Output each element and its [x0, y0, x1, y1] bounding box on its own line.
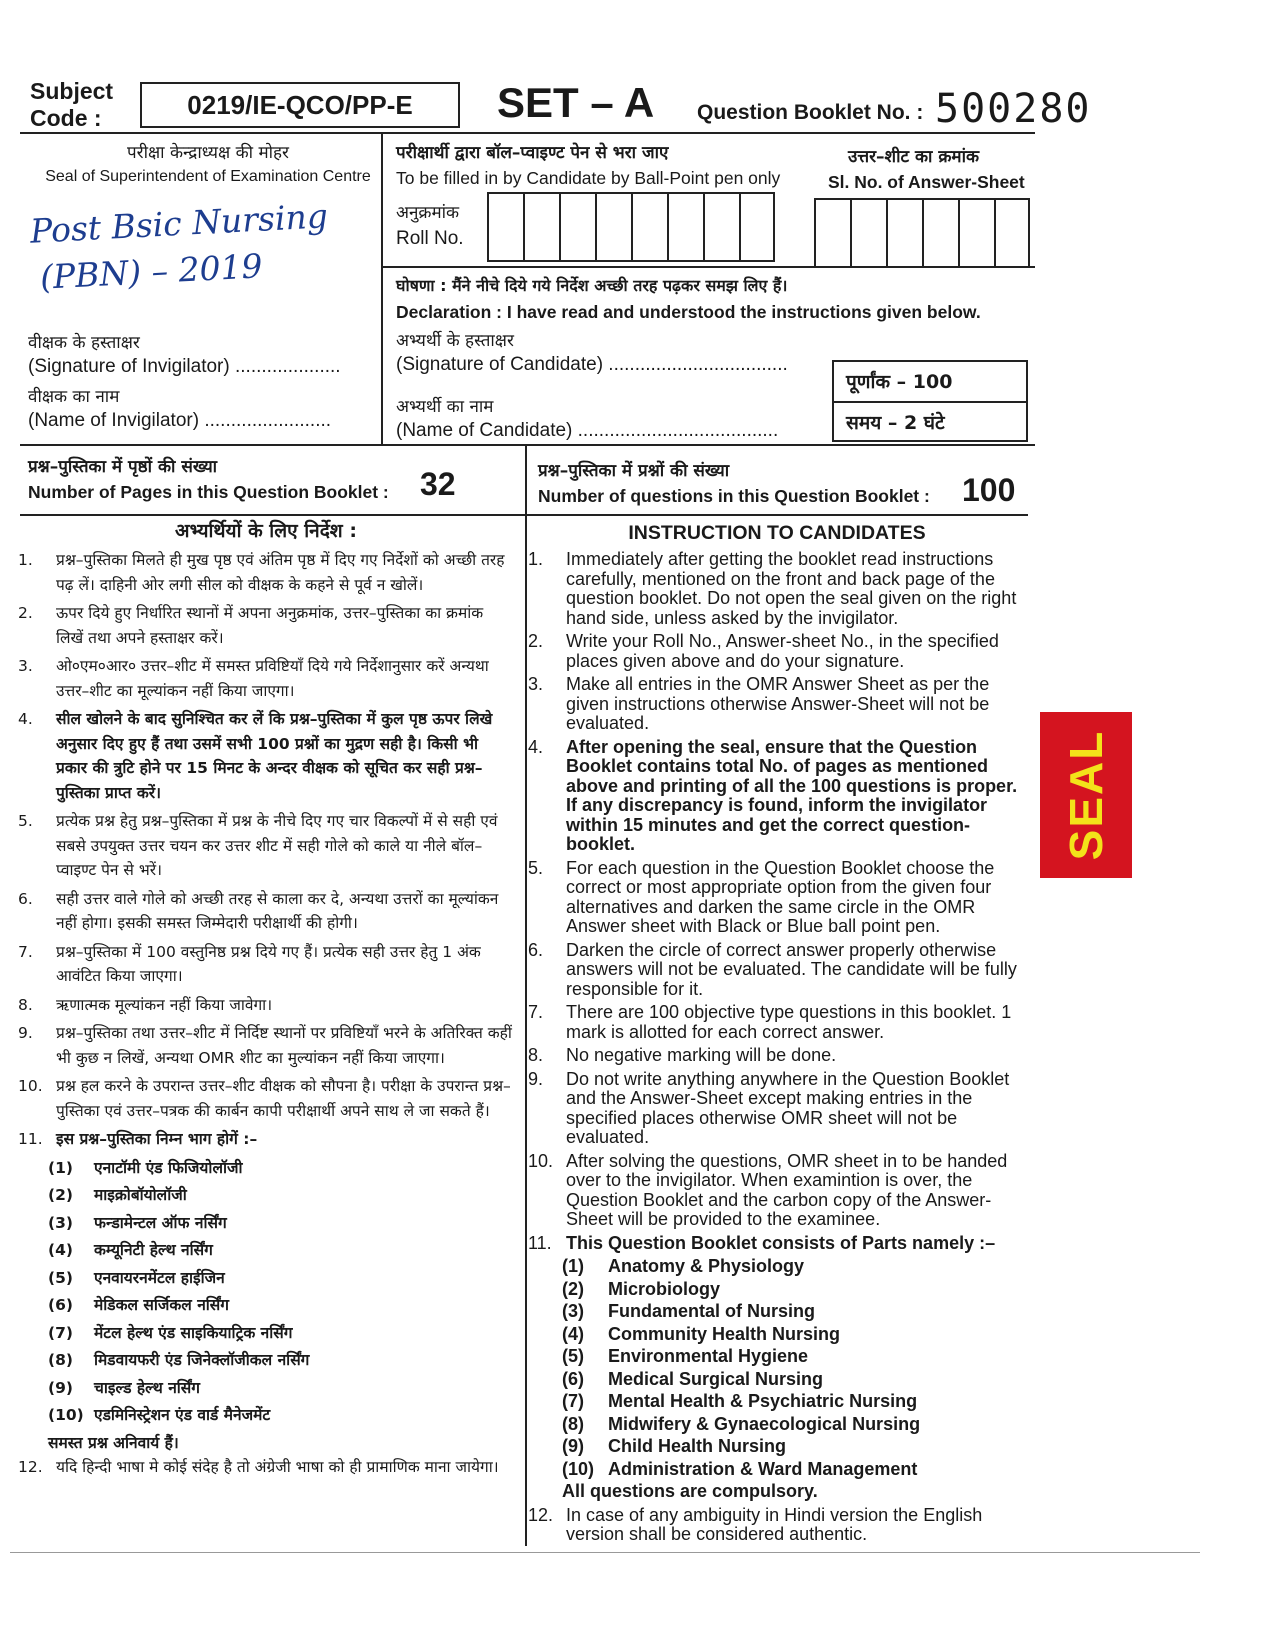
roll-no-boxes[interactable]	[487, 192, 775, 262]
hindi-instruction-12: 12. यदि हिन्दी भाषा मे कोई संदेह है तो अंग्रेजी भाषा को ही प्रामाणिक माना जायेगा।	[18, 1458, 499, 1476]
english-instruction-7: 7. There are 100 objective type questions in this booklet. 1 mark is allotted for each correct answer.	[528, 1002, 1012, 1042]
hindi-part-1: (1) एनाटॉमी एंड फिजियोलॉजी	[48, 1158, 243, 1177]
english-instruction-2: 2. Write your Roll No., Answer-sheet No., in the specified places given above and do your signature.	[528, 631, 999, 671]
hindi-part-2: (2) माइक्रोबॉयोलॉजी	[48, 1186, 187, 1204]
seal-sticker[interactable]: SEAL	[1040, 712, 1132, 878]
english-part-8: (8) Midwifery & Gynaecological Nursing	[562, 1413, 921, 1434]
english-instruction-3: 3. Make all entries in the OMR Answer Sheet as per the given instructions otherwise Answer-Sheet will not be evaluated.	[528, 674, 990, 733]
answer-sheet-hindi: उत्तर–शीट का क्रमांक	[848, 147, 980, 167]
roll-no-hindi: अनुक्रमांक	[396, 203, 460, 223]
hindi-compulsory: समस्त प्रश्न अनिवार्य हैं।	[48, 1433, 179, 1452]
hindi-instruction-9: 9. प्रश्न–पुस्तिका तथा उत्तर–शीट में निर्दिष्ट स्थानों पर प्रविष्टियाँ भरने के अतिरिक्त कहीं भी कुछ न लिखें, अन्यथा OMR शीट का मुल्यांकन नहीं किया जाएगा।	[18, 1024, 512, 1067]
set-label: SET – A	[497, 79, 655, 126]
answer-sheet-boxes[interactable]	[814, 198, 1030, 268]
time-allowed: समय – 2 घंटे	[846, 412, 945, 434]
hindi-instruction-7: 7. प्रश्न–पुस्तिका में 100 वस्तुनिष्ठ प्रश्न दिये गए हैं। प्रत्येक सही उत्तर हेतु 1 अंक आवंटित किया जाएगा।	[18, 942, 481, 985]
hindi-instructions	[18, 516, 514, 1484]
hindi-instructions-heading: अभ्यर्थियों के लिए निर्देश :	[175, 520, 357, 542]
roll-no-label: Roll No.	[396, 228, 464, 249]
english-part-4: (4) Community Health Nursing	[562, 1323, 841, 1344]
english-part-2: (2) Microbiology	[562, 1278, 720, 1299]
handwritten-course: Post Bsic Nursing	[29, 196, 329, 251]
hindi-instruction-11: 11. इस प्रश्न–पुस्तिका निम्न भाग होगें :–	[18, 1130, 258, 1148]
candidate-name-field[interactable]: (Name of Candidate) ......................................	[396, 420, 779, 441]
declaration-hindi: घोषणा : मैंने नीचे दिये गये निर्देश अच्छी तरह पढ़कर समझ लिए हैं।	[396, 276, 788, 295]
marks-time-box	[832, 360, 1028, 442]
english-instruction-4: 4. After opening the seal, ensure that the Question Booklet contains total No. of pages as mentioned above and printing of all the 100 questions is proper. If any discrepancy is found, inform the invigilator within 15 minutes and get the correct question-booklet.	[528, 736, 1018, 854]
english-instruction-8: 8. No negative marking will be done.	[528, 1045, 837, 1065]
english-instructions-heading: INSTRUCTION TO CANDIDATES	[628, 522, 926, 544]
hindi-part-5: (5) एनवायरनमेंटल हाईजिन	[48, 1268, 225, 1287]
booklet-number: 500280	[935, 86, 1092, 132]
pages-count-hindi: प्रश्न–पुस्तिका में पृष्ठों की संख्या	[28, 457, 218, 477]
english-instruction-12: 12. In case of any ambiguity in Hindi version the English version shall be considered authentic.	[528, 1504, 983, 1544]
english-part-10: (10) Administration & Ward Management	[562, 1458, 918, 1479]
hindi-instruction-8: 8. ऋणात्मक मूल्यांकन नहीं किया जावेगा।	[18, 995, 273, 1014]
english-instruction-9: 9. Do not write anything anywhere in the Question Booklet and the Answer-Sheet except making entries in the specified places otherwise OMR sheet will not be evaluated.	[528, 1068, 1010, 1147]
invigilator-name-hindi: वीक्षक का नाम	[28, 387, 120, 407]
hindi-part-6: (6) मेडिकल सर्जिकल नर्सिंग	[48, 1296, 230, 1314]
english-part-5: (5) Environmental Hygiene	[562, 1346, 809, 1366]
english-part-3: (3) Fundamental of Nursing	[562, 1301, 815, 1321]
answer-sheet-label: Sl. No. of Answer-Sheet	[828, 172, 1025, 192]
booklet-number-label: Question Booklet No. :	[697, 101, 924, 124]
hindi-instruction-10: 10. प्रश्न हल करने के उपरान्त उत्तर–शीट वीक्षक को सौपना है। परीक्षा के उपरान्त प्रश्न–पुस्तिका एवं उत्तर–पत्रक की कार्बन कापी परीक्षार्थी अपने साथ ले जा सकते हैं।	[18, 1077, 511, 1120]
seal-hindi: परीक्षा केन्द्राध्यक्ष की मोहर	[126, 143, 289, 163]
total-marks: पूर्णांक – 100	[846, 371, 953, 393]
hindi-instruction-6: 6. सही उत्तर वाले गोले को अच्छी तरह से काला कर दे, अन्यथा उत्तरों का मूल्यांकन नहीं होगा। इसकी समस्त जिम्मेदारी परीक्षार्थी की होगी।	[18, 889, 499, 932]
hindi-instruction-5: 5. प्रत्येक प्रश्न हेतु प्रश्न–पुस्तिका में प्रश्न के नीचे दिए गए चार विकल्पों में से सही एवं सबसे उपयुक्त उत्तर चयन कर उत्तर शीट में सही गोले को काले या नीले बॉल–प्वाइण्ट पेन से भरें।	[18, 812, 498, 879]
subject-code-label: Subject Code :	[30, 78, 114, 131]
subject-code-value: 0219/IE-QCO/PP-E	[140, 82, 460, 128]
english-instructions	[528, 520, 1026, 1549]
invigilator-sign-field[interactable]: (Signature of Invigilator) ....................	[28, 356, 341, 377]
candidate-fill-english: To be filled in by Candidate by Ball-Point pen only	[396, 168, 781, 188]
hindi-part-7: (7) मेंटल हेल्थ एंड साइकियाट्रिक नर्सिंग	[48, 1323, 293, 1342]
questions-count-value: 100	[962, 472, 1016, 508]
english-instruction-11: 11. This Question Booklet consists of Parts namely :–	[528, 1232, 996, 1253]
english-part-6: (6) Medical Surgical Nursing	[562, 1368, 824, 1389]
english-part-9: (9) Child Health Nursing	[562, 1436, 787, 1456]
candidate-sign-hindi: अभ्यर्थी के हस्ताक्षर	[396, 331, 514, 351]
english-instruction-5: 5. For each question in the Question Booklet choose the correct or most appropriate option from the given four alternatives and darken the same circle in the OMR Answer sheet with Black or Blue ball point pen.	[528, 857, 995, 936]
invigilator-name-field[interactable]: (Name of Invigilator) ........................	[28, 410, 332, 431]
invigilator-sign-hindi: वीक्षक के हस्ताक्षर	[28, 333, 140, 353]
pages-count-label: Number of Pages in this Question Booklet :	[28, 482, 389, 502]
hindi-instruction-3: 3. ओ०एम०आर० उत्तर–शीट में समस्त प्रविष्टियाँ दिये गये निर्देशानुसार करें अन्यथा उत्तर–शीट का मूल्यांकन नहीं किया जाएगा।	[18, 657, 489, 700]
hindi-part-3: (3) फन्डामेन्टल ऑफ नर्सिंग	[48, 1213, 227, 1232]
hindi-instruction-1: 1. प्रश्न–पुस्तिका मिलते ही मुख पृष्ठ एवं अंतिम पृष्ठ में दिए गए निर्देशों को अच्छी तरह पढ़ लें। दाहिनी ओर लगी सील को वीक्षक के कहने से पूर्व न खोलें।	[18, 551, 505, 594]
hindi-part-4: (4) कम्यूनिटी हेल्थ नर्सिंग	[48, 1241, 213, 1259]
english-part-7: (7) Mental Health & Psychiatric Nursing	[562, 1391, 918, 1411]
hindi-part-8: (8) मिडवायफरी एंड जिनेक्लॉजीकल नर्सिंग	[48, 1351, 310, 1369]
english-instruction-10: 10. After solving the questions, OMR sheet in to be handed over to the invigilator. When examintion is over, the Question Booklet and the carbon copy of the Answer-Sheet will be provided to the examinee.	[528, 1150, 1008, 1229]
declaration-english: Declaration : I have read and understood the instructions given below.	[396, 302, 981, 322]
hindi-instruction-2: 2. ऊपर दिये हुए निर्धारित स्थानों में अपना अनुक्रमांक, उत्तर–पुस्तिका का क्रमांक लिखें तथा अपने हस्ताक्षर करें।	[18, 604, 484, 647]
handwritten-year: (PBN) – 2019	[39, 246, 264, 297]
candidate-name-hindi: अभ्यर्थी का नाम	[396, 397, 494, 417]
english-instruction-1: 1. Immediately after getting the booklet read instructions carefully, mentioned on the front and back page of the question booklet. Do not open the seal given on the right hand side, unless asked by the invigilator.	[528, 549, 1017, 628]
pages-count-value: 32	[420, 466, 456, 502]
candidate-fill-hindi: परीक्षार्थी द्वारा बॉल–प्वाइण्ट पेन से भरा जाए	[396, 143, 669, 163]
questions-count-hindi: प्रश्न–पुस्तिका में प्रश्नों की संख्या	[538, 461, 730, 481]
seal-english: Seal of Superintendent of Examination Centre	[45, 168, 371, 185]
english-compulsory: All questions are compulsory.	[562, 1481, 818, 1501]
english-part-1: (1) Anatomy & Physiology	[562, 1256, 805, 1276]
questions-count-label: Number of questions in this Question Booklet :	[538, 486, 930, 506]
english-instruction-6: 6. Darken the circle of correct answer properly otherwise answers will not be evaluated. The candidate will be fully responsible for it.	[528, 939, 1017, 999]
hindi-part-10: (10) एडमिनिस्ट्रेशन एंड वार्ड मैनेजमेंट	[48, 1406, 271, 1424]
hindi-part-9: (9) चाइल्ड हेल्थ नर्सिंग	[48, 1378, 201, 1397]
candidate-sign-field[interactable]: (Signature of Candidate) ..................................	[396, 354, 788, 375]
hindi-instruction-4: 4. सील खोलने के बाद सुनिश्चित कर लें कि प्रश्न–पुस्तिका में कुल पृष्ठ ऊपर लिखे अनुसार दिए हुए हैं तथा उसमें सभी 100 प्रश्नों का मुद्रण सही है। किसी भी प्रकार की त्रुटि होने पर 15 मिनट के अन्दर वीक्षक को सूचित कर सही प्रश्न–पुस्तिका प्राप्त करें।	[18, 710, 493, 802]
